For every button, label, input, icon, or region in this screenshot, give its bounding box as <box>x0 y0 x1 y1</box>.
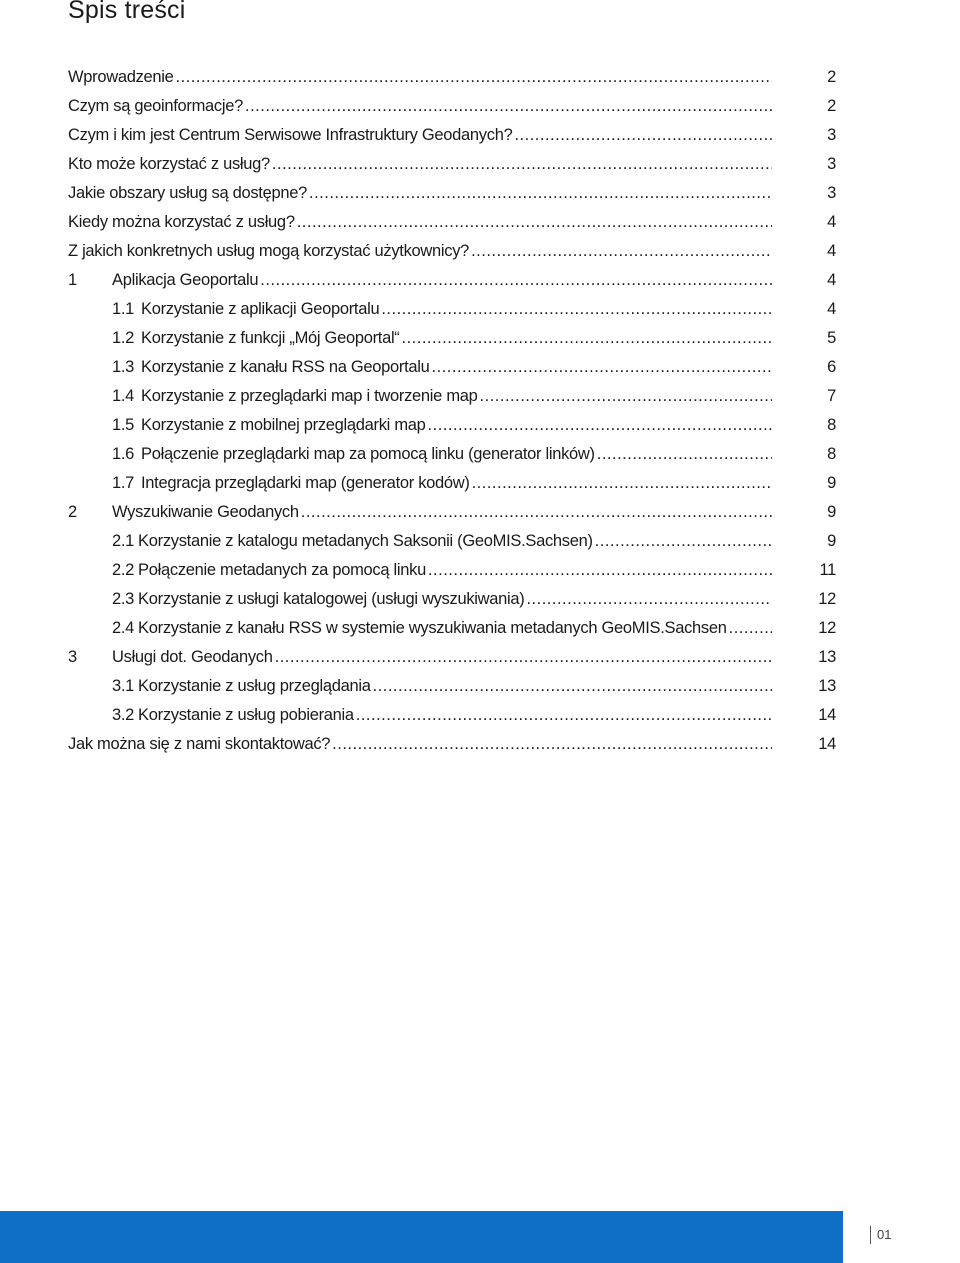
toc-entry[interactable] <box>68 586 848 615</box>
toc-entry[interactable] <box>68 122 848 151</box>
footer-page-box <box>843 1211 960 1263</box>
toc-leader-dots <box>176 64 772 90</box>
toc-leader-dots <box>381 296 772 322</box>
toc-leader-dots <box>332 731 772 757</box>
toc-entry-page: 9 <box>827 503 836 521</box>
toc-entry-page: 5 <box>827 329 836 347</box>
toc-leader-dots <box>480 383 772 409</box>
toc-entry-title: Korzystanie z kanału RSS na Geoportalu <box>141 358 430 376</box>
toc-entry[interactable] <box>68 441 848 470</box>
toc-entry-page: 4 <box>827 242 836 260</box>
toc-entry-title: Korzystanie z mobilnej przeglądarki map <box>141 416 426 434</box>
toc-entry-title: Aplikacja Geoportalu <box>112 271 259 289</box>
toc-entry[interactable] <box>68 180 848 209</box>
toc-entry-number: 2 <box>68 503 77 521</box>
toc-entry-title: Czym i kim jest Centrum Serwisowe Infrastruktury Geodanych? <box>68 126 513 144</box>
toc-entry-page: 13 <box>818 677 836 695</box>
toc-entry-number: 1.7 <box>112 474 135 492</box>
toc-entry[interactable] <box>68 731 848 760</box>
toc-entry-number: 2.2 <box>112 561 135 579</box>
toc-entry[interactable] <box>68 557 848 586</box>
toc-entry-page: 13 <box>818 648 836 666</box>
toc-leader-dots <box>729 615 772 641</box>
toc-leader-dots <box>301 499 772 525</box>
toc-entry-title: Jak można się z nami skontaktować? <box>68 735 331 753</box>
toc-leader-dots <box>260 267 772 293</box>
toc-leader-dots <box>402 325 773 351</box>
table-of-contents <box>68 64 848 760</box>
toc-entry-number: 3.1 <box>112 677 135 695</box>
toc-entry[interactable] <box>68 412 848 441</box>
toc-entry-title: Kto może korzystać z usług? <box>68 155 270 173</box>
toc-entry-page: 11 <box>819 561 836 579</box>
toc-entry-title: Korzystanie z usług przeglądania <box>138 677 371 695</box>
toc-entry[interactable] <box>68 499 848 528</box>
toc-entry-title: Korzystanie z katalogu metadanych Saksonii (GeoMIS.Sachsen) <box>138 532 593 550</box>
toc-entry-title: Z jakich konkretnych usług mogą korzystać użytkownicy? <box>68 242 470 260</box>
toc-entry-page: 12 <box>818 590 836 608</box>
toc-leader-dots <box>309 180 772 206</box>
toc-entry-title: Wprowadzenie <box>68 68 174 86</box>
toc-entry[interactable] <box>68 383 848 412</box>
toc-entry[interactable] <box>68 673 848 702</box>
toc-entry-page: 6 <box>827 358 836 376</box>
toc-entry-title: Korzystanie z przeglądarki map i tworzenie map <box>141 387 478 405</box>
toc-entry-number: 2.1 <box>112 532 135 550</box>
toc-entry-page: 4 <box>827 213 836 231</box>
toc-entry-title: Korzystanie z usługi katalogowej (usługi wyszukiwania) <box>138 590 525 608</box>
toc-leader-dots <box>472 470 772 496</box>
toc-entry-title: Korzystanie z aplikacji Geoportalu <box>141 300 380 318</box>
toc-leader-dots <box>245 93 772 119</box>
toc-entry-title: Korzystanie z funkcji „Mój Geoportal“ <box>141 329 400 347</box>
toc-entry-page: 3 <box>827 126 836 144</box>
page-title: Spis treści <box>68 0 186 24</box>
toc-leader-dots <box>526 586 772 612</box>
toc-entry-number: 2.4 <box>112 619 135 637</box>
toc-leader-dots <box>373 673 772 699</box>
toc-entry-title: Korzystanie z kanału RSS w systemie wyszukiwania metadanych GeoMIS.Sachsen <box>138 619 727 637</box>
toc-entry[interactable] <box>68 267 848 296</box>
toc-entry-page: 9 <box>827 532 836 550</box>
toc-entry-number: 1.6 <box>112 445 135 463</box>
toc-entry-page: 7 <box>827 387 836 405</box>
toc-entry-number: 1.2 <box>112 329 135 347</box>
toc-entry-number: 1.3 <box>112 358 135 376</box>
toc-leader-dots <box>275 644 772 670</box>
toc-entry-title: Połączenie przeglądarki map za pomocą linku (generator linków) <box>141 445 595 463</box>
toc-leader-dots <box>272 151 772 177</box>
toc-entry[interactable] <box>68 644 848 673</box>
toc-entry-page: 3 <box>827 155 836 173</box>
toc-leader-dots <box>597 441 772 467</box>
footer-bar <box>0 1211 960 1263</box>
toc-entry-page: 3 <box>827 184 836 202</box>
toc-entry-page: 8 <box>827 416 836 434</box>
toc-entry-page: 4 <box>827 271 836 289</box>
toc-leader-dots <box>297 209 772 235</box>
toc-entry-page: 2 <box>827 97 836 115</box>
toc-entry-page: 2 <box>827 68 836 86</box>
toc-entry-number: 1.1 <box>112 300 135 318</box>
toc-entry[interactable] <box>68 354 848 383</box>
toc-leader-dots <box>356 702 772 728</box>
toc-entry-title: Połączenie metadanych za pomocą linku <box>138 561 426 579</box>
toc-entry-page: 4 <box>827 300 836 318</box>
toc-entry[interactable] <box>68 615 848 644</box>
toc-entry[interactable] <box>68 325 848 354</box>
toc-leader-dots <box>428 412 772 438</box>
toc-entry-title: Usługi dot. Geodanych <box>112 648 273 666</box>
footer-divider <box>870 1226 871 1244</box>
toc-entry-page: 14 <box>818 706 836 724</box>
toc-entry-title: Wyszukiwanie Geodanych <box>112 503 299 521</box>
toc-leader-dots <box>432 354 772 380</box>
toc-entry-number: 2.3 <box>112 590 135 608</box>
toc-leader-dots <box>428 557 772 583</box>
toc-entry-number: 1 <box>68 271 77 289</box>
toc-entry-number: 1.4 <box>112 387 135 405</box>
toc-entry[interactable] <box>68 528 848 557</box>
footer-page-number: 01 <box>877 1227 892 1242</box>
toc-entry-page: 9 <box>827 474 836 492</box>
toc-entry-title: Jakie obszary usług są dostępne? <box>68 184 307 202</box>
toc-entry-page: 12 <box>818 619 836 637</box>
toc-entry-title: Czym są geoinformacje? <box>68 97 243 115</box>
toc-leader-dots <box>514 122 772 148</box>
toc-entry[interactable] <box>68 238 848 267</box>
toc-entry-number: 3.2 <box>112 706 135 724</box>
toc-entry[interactable] <box>68 470 848 499</box>
toc-entry-title: Kiedy można korzystać z usług? <box>68 213 295 231</box>
toc-entry[interactable] <box>68 64 848 93</box>
toc-entry[interactable] <box>68 209 848 238</box>
toc-entry-page: 14 <box>818 735 836 753</box>
toc-entry-number: 1.5 <box>112 416 135 434</box>
toc-entry[interactable] <box>68 296 848 325</box>
toc-entry-page: 8 <box>827 445 836 463</box>
toc-leader-dots <box>471 238 772 264</box>
toc-entry[interactable] <box>68 93 848 122</box>
toc-entry-number: 3 <box>68 648 77 666</box>
toc-leader-dots <box>595 528 772 554</box>
toc-entry-title: Korzystanie z usług pobierania <box>138 706 354 724</box>
toc-entry-title: Integracja przeglądarki map (generator kodów) <box>141 474 470 492</box>
toc-entry[interactable] <box>68 702 848 731</box>
toc-entry[interactable] <box>68 151 848 180</box>
